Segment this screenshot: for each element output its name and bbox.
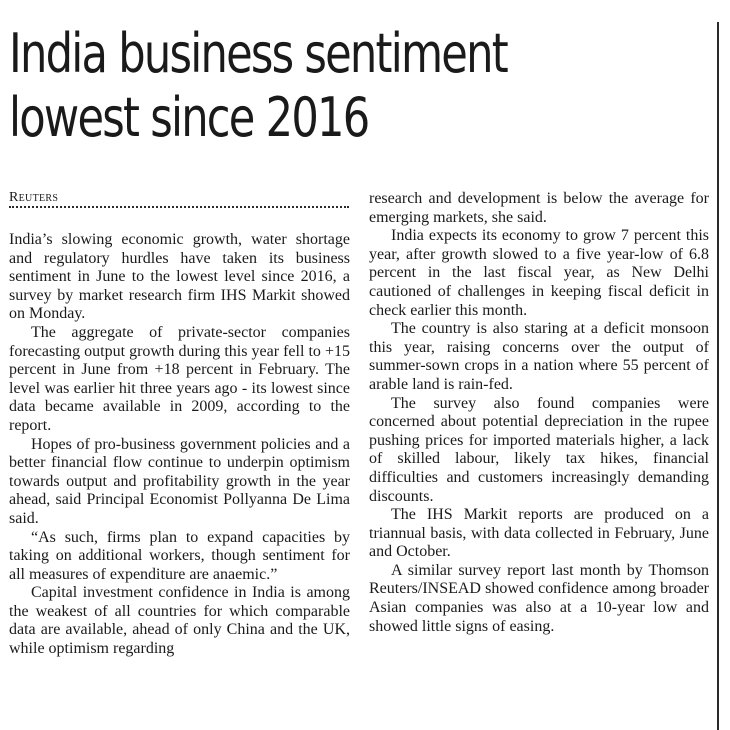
headline-line-2: lowest since 2016: [9, 86, 369, 149]
paragraph: The country is also staring at a deficit monsoon this year, raising concerns over the output of summer-sown crops in a nation where 55 percent of arable land is rain-fed.: [369, 320, 709, 393]
paragraph: The survey also found companies were concerned about potential depreciation in the rupee pushing prices for imported materials higher, a lack of skilled labour, likely tax hikes, financial difficulties and customers increasingly demanding discounts.: [369, 394, 709, 505]
paragraph: India expects its economy to grow 7 percent this year, after growth slowed to a five year-low of 6.8 percent in the last fiscal year, as New Delhi cautioned of challenges in keeping fiscal deficit in check earlier this month.: [369, 227, 709, 319]
paragraph: India’s slowing economic growth, water shortage and regulatory hurdles have taken its business sentiment in June to the lowest level since 2016, a survey by market research firm IHS Markit showed on Monday.: [9, 231, 350, 323]
byline: Reuters: [9, 190, 59, 205]
article-column-right: [369, 190, 709, 636]
article-column-left: [9, 231, 350, 659]
paragraph: A similar survey report last month by Thomson Reuters/INSEAD showed confidence among broader Asian companies was also at a 10-year low and showed little signs of easing.: [369, 561, 709, 635]
paragraph: The IHS Markit reports are produced on a triannual basis, with data collected in February, June and October.: [369, 506, 709, 561]
paragraph: Hopes of pro-business government policies and a better financial flow continue to underpin optimism towards output and profitability growth in the year ahead, said Principal Economist Pollyanna De Lima said.: [9, 435, 350, 527]
dotted-divider: [9, 206, 349, 208]
paragraph: “As such, firms plan to expand capacities by taking on additional workers, though sentiment for all measures of expenditure are anaemic.”: [9, 528, 350, 583]
paragraph: research and development is below the average for emerging markets, she said.: [369, 190, 709, 226]
headline: [9, 22, 569, 150]
column-rule: [717, 22, 719, 730]
headline-line-1: India business sentiment: [9, 22, 507, 85]
paragraph: Capital investment confidence in India is among the weakest of all countries for which comparable data are available, ahead of only China and the UK, while optimism regarding: [9, 584, 350, 658]
paragraph: The aggregate of private-sector companies forecasting output growth during this year fell to +15 percent in June from +18 percent in February. The level was earlier hit three years ago - its lowest since data became available in 2009, according to the report.: [9, 323, 350, 434]
